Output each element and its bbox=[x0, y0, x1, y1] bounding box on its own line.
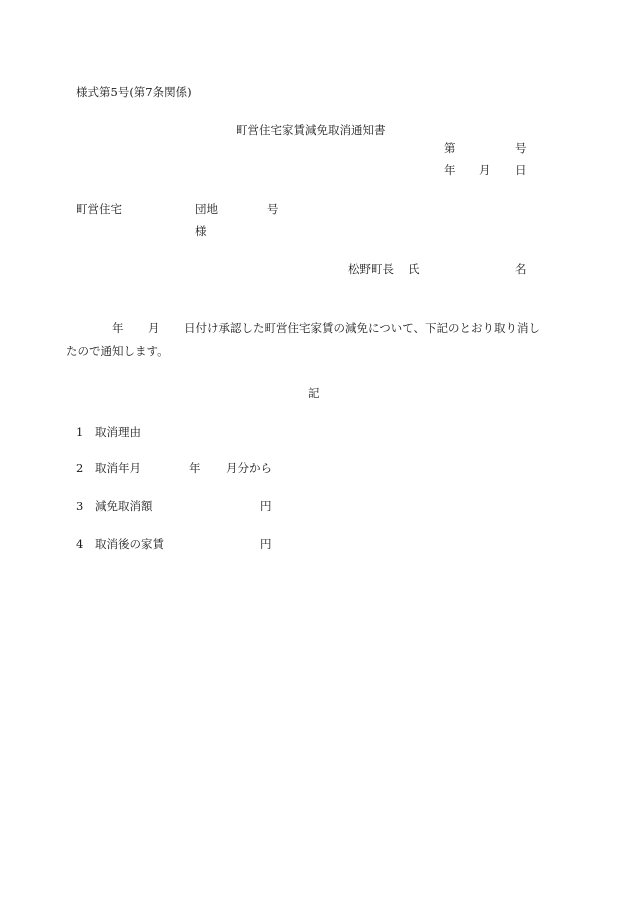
sender-title: 松野町長 bbox=[348, 262, 394, 276]
date-year: 年 bbox=[444, 163, 456, 177]
item-number: 1 bbox=[76, 425, 84, 439]
document-title: 町営住宅家賃減免取消通知書 bbox=[236, 123, 386, 137]
reference-gou: 号 bbox=[515, 141, 527, 155]
addressee-danchi: 団地 bbox=[195, 202, 218, 216]
date-month: 月 bbox=[479, 163, 491, 177]
ki-heading: 記 bbox=[308, 386, 320, 400]
addressee-room-number: 号 bbox=[267, 202, 279, 216]
sender-mei: 名 bbox=[515, 262, 527, 276]
body-month: 月 bbox=[148, 321, 160, 335]
item-number: 4 bbox=[76, 537, 84, 551]
addressee-housing: 町営住宅 bbox=[76, 202, 122, 216]
form-number: 様式第5号(第7条関係) bbox=[76, 85, 192, 99]
body-line-1: 日付け承認した町営住宅家賃の減免について、下記のとおり取り消し bbox=[184, 321, 541, 335]
item-label-cancel-month: 取消年月 bbox=[95, 461, 141, 475]
body-line-2: たので通知します。 bbox=[66, 344, 169, 358]
item-number: 3 bbox=[76, 499, 84, 513]
date-day: 日 bbox=[515, 163, 527, 177]
addressee-honorific: 様 bbox=[195, 224, 207, 238]
reference-dai: 第 bbox=[444, 141, 456, 155]
body-year: 年 bbox=[112, 321, 124, 335]
item-label-rent-after: 取消後の家賃 bbox=[95, 537, 164, 551]
item-from-month: 月分から bbox=[226, 461, 272, 475]
item-number: 2 bbox=[76, 461, 84, 475]
item-unit-yen: 円 bbox=[260, 499, 272, 513]
item-unit-yen: 円 bbox=[260, 537, 272, 551]
sender-shi: 氏 bbox=[408, 262, 420, 276]
item-year: 年 bbox=[189, 461, 201, 475]
item-label-reduction-amount: 減免取消額 bbox=[95, 499, 153, 513]
item-label-reason: 取消理由 bbox=[95, 425, 141, 439]
